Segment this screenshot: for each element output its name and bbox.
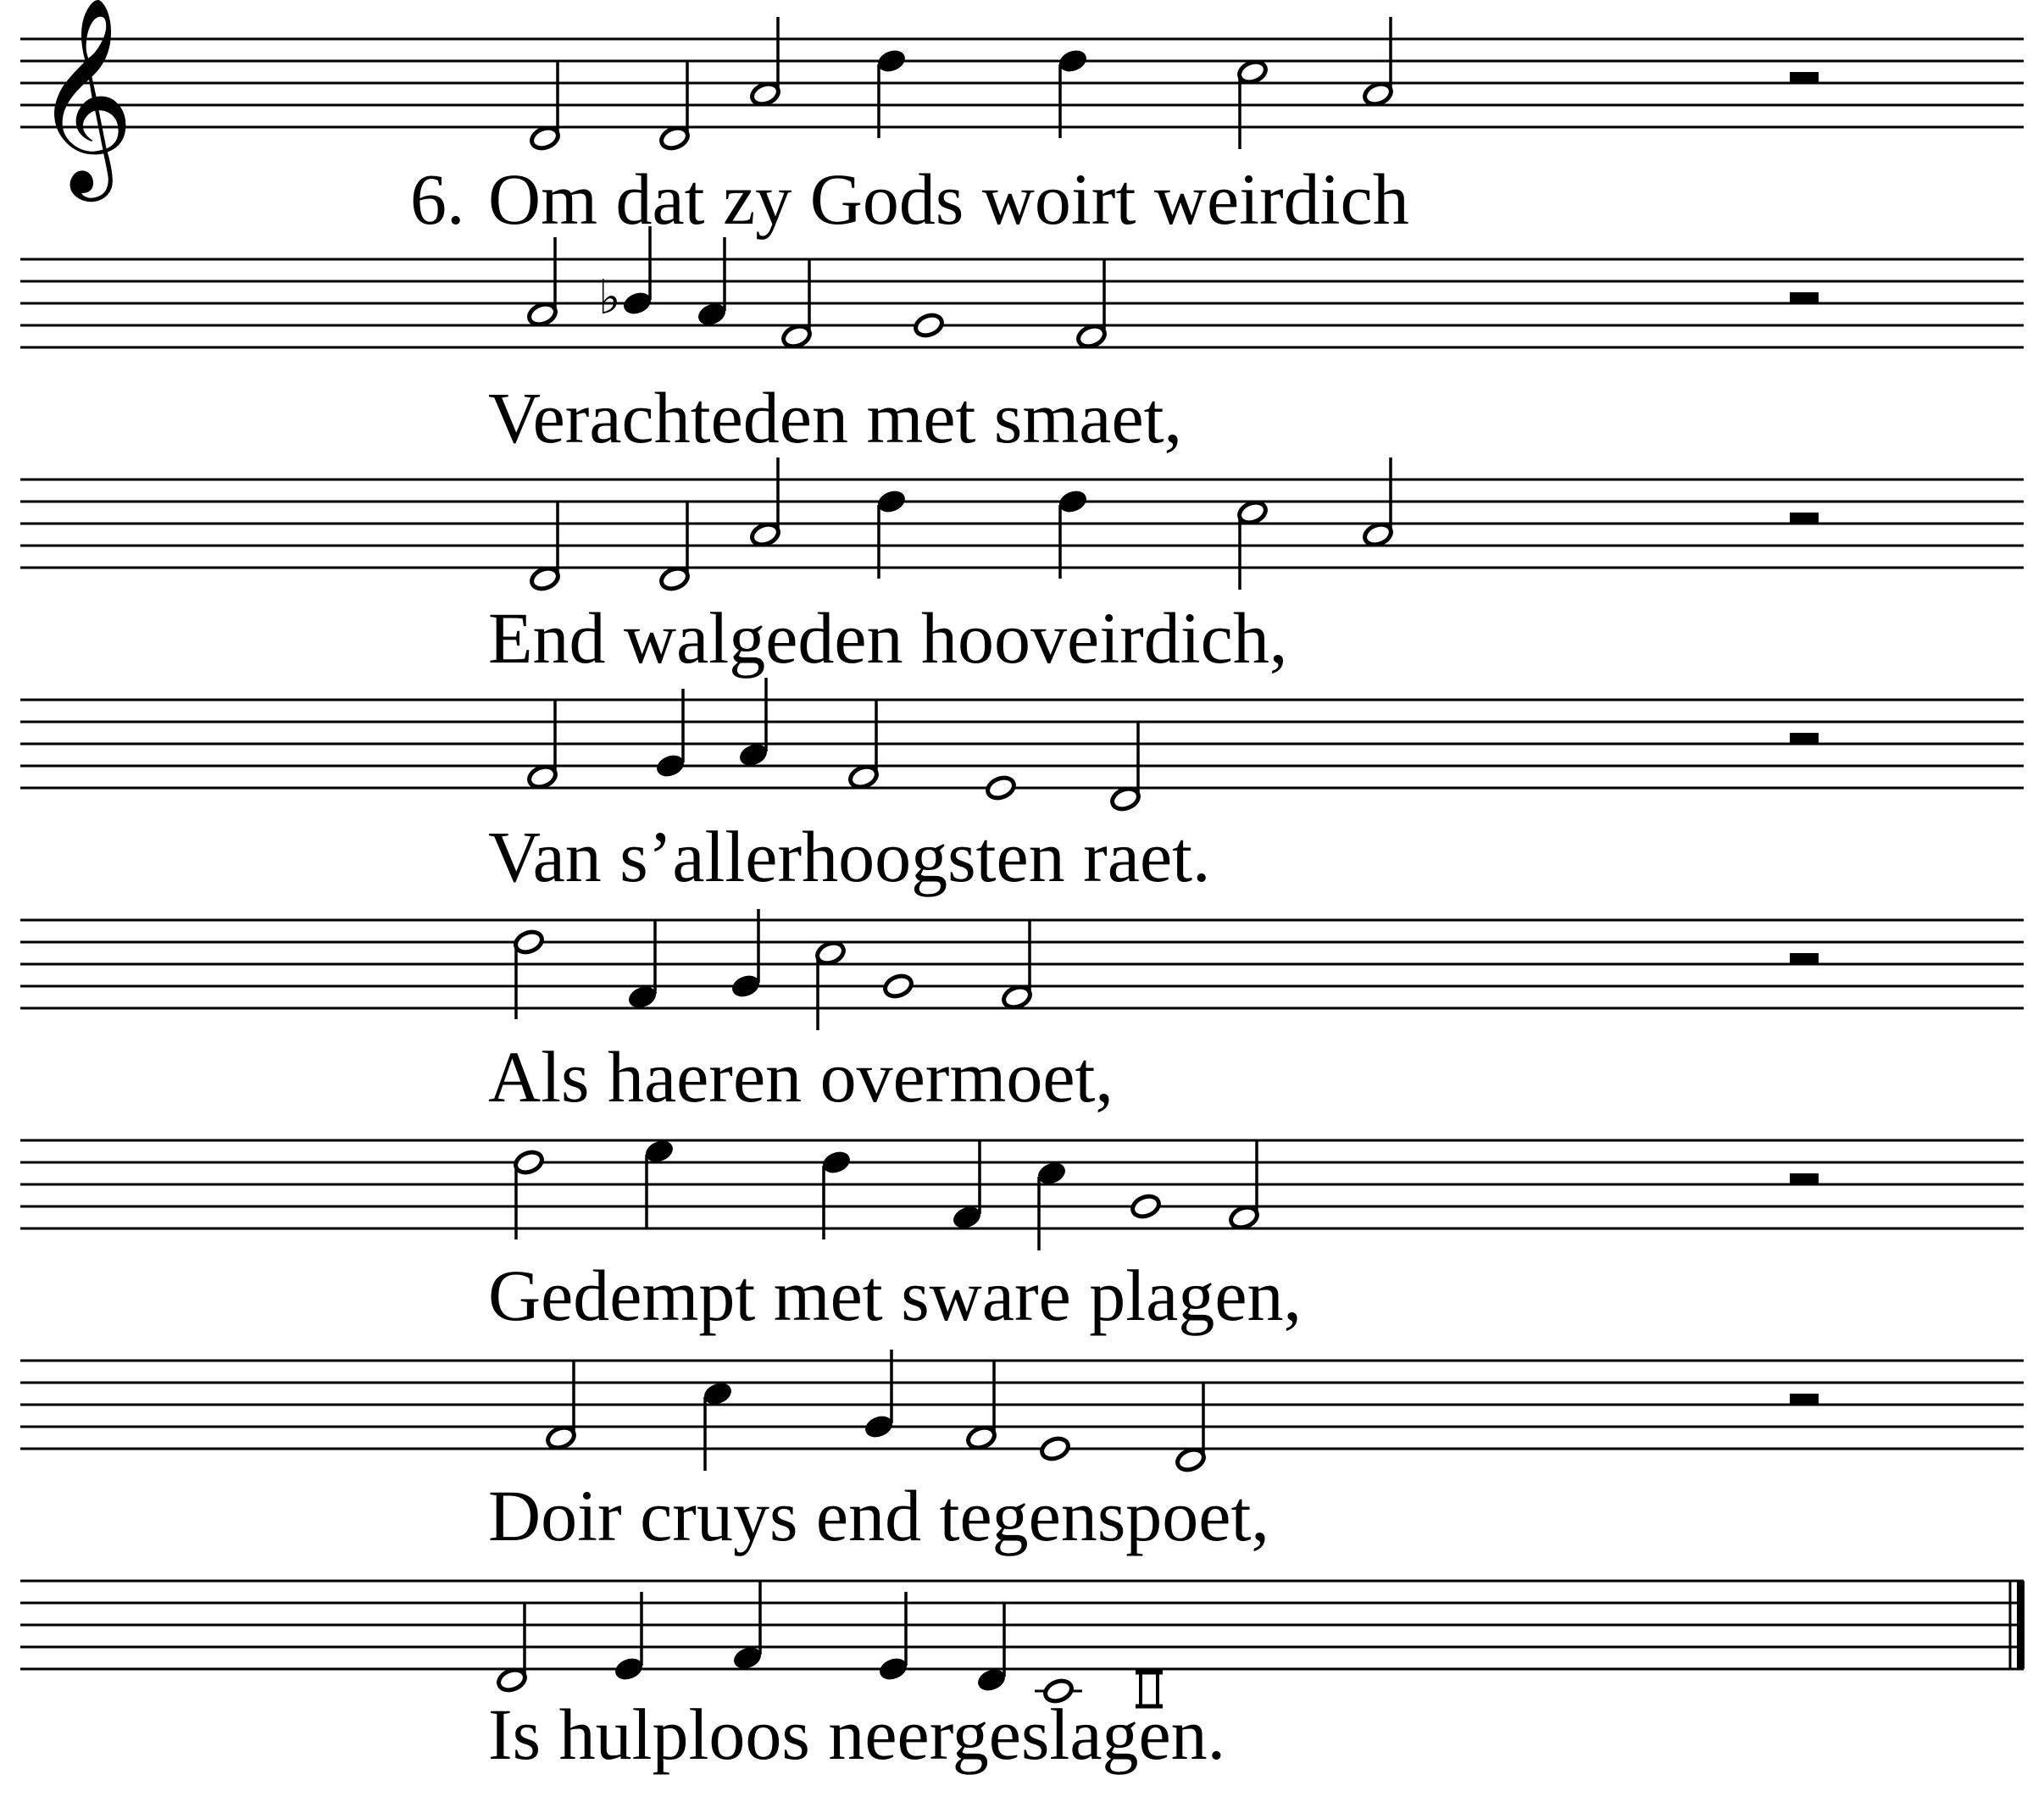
lyric-line-4: Van s’allerhoogsten raet. <box>488 816 1211 897</box>
verse-number: 6. <box>410 158 465 240</box>
lyric-line-1: Om dat zy Gods woirt weirdich <box>488 158 1409 240</box>
rest-icon <box>1790 1394 1819 1405</box>
rest-icon <box>1790 513 1819 524</box>
rest-icon <box>1790 1173 1819 1184</box>
rest-icon <box>1790 72 1819 83</box>
lyric-line-6: Gedempt met sware plagen, <box>488 1255 1302 1336</box>
rest-icon <box>1790 292 1819 303</box>
whole-note <box>913 312 945 339</box>
whole-note <box>1130 1193 1162 1220</box>
flat-icon: ♭ <box>598 270 621 325</box>
rest-icon <box>1790 953 1819 964</box>
barline-thick <box>2017 1581 2025 1669</box>
lyric-line-5: Als haeren overmoet, <box>488 1036 1114 1117</box>
rest-icon <box>1790 733 1819 744</box>
treble-clef-icon: 𝄞 <box>34 0 135 193</box>
lyric-line-7: Doir cruys end tegenspoet, <box>488 1475 1269 1556</box>
lyric-line-3: End walgeden hooveirdich, <box>488 597 1288 679</box>
lyric-line-8: Is hulploos neergeslagen. <box>488 1694 1226 1775</box>
whole-note <box>882 973 914 1000</box>
whole-note <box>1039 1435 1071 1462</box>
lyric-line-2: Verachteden met smaet, <box>488 377 1183 458</box>
whole-note <box>985 774 1017 801</box>
